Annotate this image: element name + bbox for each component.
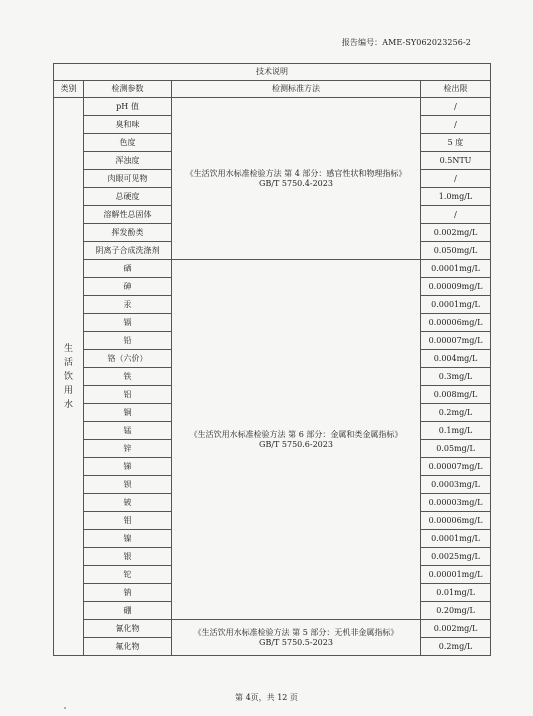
limit-cell: 0.1mg/L [421,422,491,440]
limit-cell: 0.00003mg/L [421,494,491,512]
method-title: 《生活饮用水标准检验方法 第 5 部分：无机非金属指标》 [193,627,399,637]
param-cell: 铊 [84,566,172,584]
limit-cell: 0.0001mg/L [421,260,491,278]
param-cell: 铬（六价） [84,350,172,368]
limit-cell: 0.3mg/L [421,368,491,386]
limit-cell: / [421,170,491,188]
limit-cell: / [421,98,491,116]
param-cell: 铜 [84,404,172,422]
limit-cell: 0.20mg/L [421,602,491,620]
limit-cell: 5 度 [421,134,491,152]
table-row [54,260,491,278]
limit-cell: 0.00006mg/L [421,314,491,332]
limit-cell: 0.05mg/L [421,440,491,458]
limit-cell: 0.002mg/L [421,620,491,638]
param-cell: 钠 [84,584,172,602]
page-footer: 第 4页，共 12 页 [235,693,298,702]
limit-cell: 0.00009mg/L [421,278,491,296]
table-row [54,620,491,638]
param-cell: 浑浊度 [84,152,172,170]
param-cell: 锑 [84,458,172,476]
param-cell: 铍 [84,494,172,512]
param-cell: 肉眼可见物 [84,170,172,188]
category-char: 用 [63,385,73,396]
header-method: 检测标准方法 [172,81,421,98]
technical-spec-table [53,63,491,656]
limit-cell: 0.00007mg/L [421,458,491,476]
method-code: GB/T 5750.4-2023 [259,178,333,188]
param-cell: 硼 [84,602,172,620]
param-cell: 钡 [84,476,172,494]
param-cell: 汞 [84,296,172,314]
limit-cell: 0.01mg/L [421,584,491,602]
param-cell: 氟化物 [84,638,172,656]
param-cell: 铁 [84,368,172,386]
method-title: 《生活饮用水标准检验方法 第 6 部分：金属和类金属指标》 [189,429,403,439]
param-cell: 镉 [84,314,172,332]
param-cell: 砷 [84,278,172,296]
category-char: 活 [63,357,73,368]
param-cell: 总硬度 [84,188,172,206]
method-code: GB/T 5750.5-2023 [259,637,333,647]
param-cell: 臭和味 [84,116,172,134]
limit-cell: / [421,116,491,134]
param-cell: 挥发酚类 [84,224,172,242]
limit-cell: 0.004mg/L [421,350,491,368]
limit-cell: 0.050mg/L [421,242,491,260]
limit-cell: 0.0001mg/L [421,530,491,548]
limit-cell: 0.2mg/L [421,638,491,656]
table-title-row [54,64,491,81]
param-cell: 钼 [84,512,172,530]
param-cell: 阴离子合成洗涤剂 [84,242,172,260]
param-cell: 氰化物 [84,620,172,638]
limit-cell: 0.00006mg/L [421,512,491,530]
limit-cell: 1.0mg/L [421,188,491,206]
header-row [54,81,491,98]
header-param: 检测参数 [84,81,172,98]
limit-cell: 0.00007mg/L [421,332,491,350]
limit-cell: 0.0001mg/L [421,296,491,314]
category-cell [54,98,84,656]
header-limit: 检出限 [421,81,491,98]
limit-cell: 0.0025mg/L [421,548,491,566]
category-char: 生 [63,343,73,354]
param-cell: 铝 [84,386,172,404]
param-cell: 铅 [84,332,172,350]
limit-cell: 0.2mg/L [421,404,491,422]
method-title: 《生活饮用水标准检验方法 第 4 部分：感官性状和物理指标》 [185,168,407,178]
category-char: 水 [63,399,73,410]
limit-cell: 0.002mg/L [421,224,491,242]
limit-cell: 0.0003mg/L [421,476,491,494]
report-number: 报告编号：AME-SY062023256-2 [341,38,471,47]
limit-cell: 0.00001mg/L [421,566,491,584]
table-title: 技术说明 [54,64,491,81]
category-char: 饮 [63,371,73,382]
limit-cell: 0.5NTU [421,152,491,170]
method-cell [172,98,421,260]
limit-cell: 0.008mg/L [421,386,491,404]
table-row [54,98,491,116]
param-cell: 锌 [84,440,172,458]
method-cell [172,620,421,656]
param-cell: 溶解性总固体 [84,206,172,224]
param-cell: pH 值 [84,98,172,116]
method-cell [172,260,421,620]
param-cell: 锰 [84,422,172,440]
limit-cell: / [421,206,491,224]
scan-mark [64,707,66,709]
param-cell: 镍 [84,530,172,548]
param-cell: 硒 [84,260,172,278]
header-category: 类别 [54,81,84,98]
param-cell: 银 [84,548,172,566]
method-code: GB/T 5750.6-2023 [259,439,333,449]
param-cell: 色度 [84,134,172,152]
